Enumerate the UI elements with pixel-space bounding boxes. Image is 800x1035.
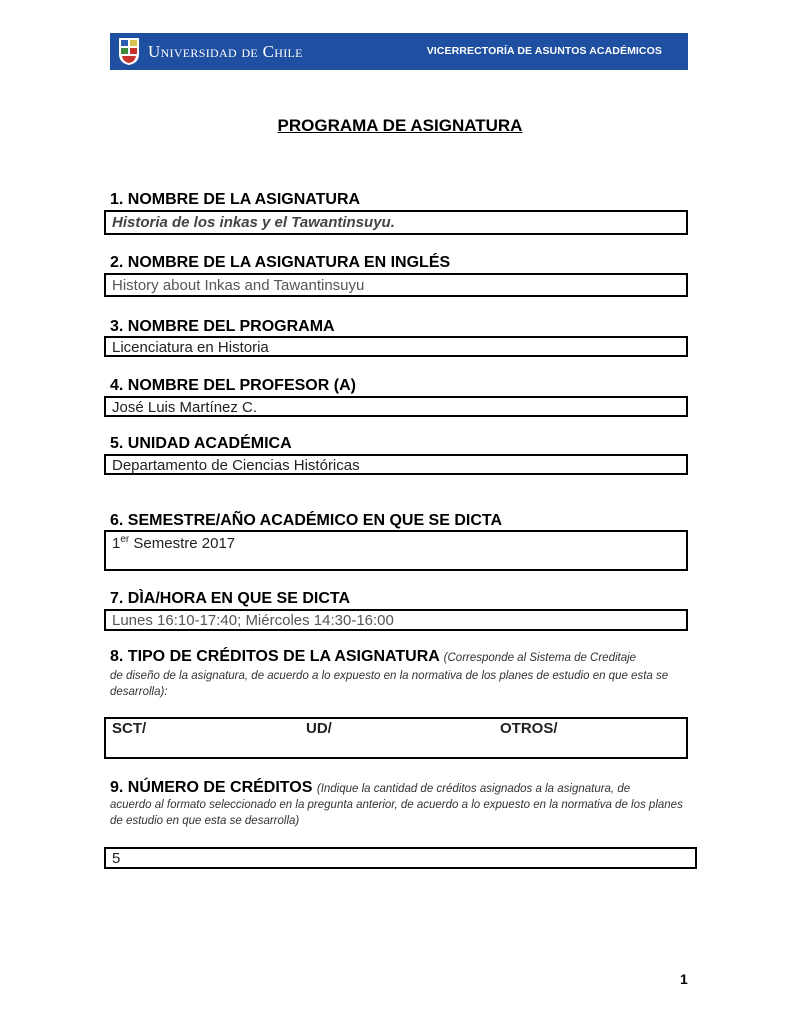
section-8-note-start: (Corresponde al Sistema de Creditaje <box>443 652 637 664</box>
credit-option-sct: SCT/ <box>112 720 147 737</box>
section-9-heading <box>110 779 630 797</box>
university-crest-icon <box>118 37 140 66</box>
schedule-field: Lunes 16:10-17:40; Miércoles 14:30-16:00 <box>104 609 688 631</box>
program-name-field: Licenciatura en Historia <box>104 336 688 357</box>
course-name-field: Historia de los inkas y el Tawantinsuyu. <box>104 210 688 235</box>
section-4-heading: 4. NOMBRE DEL PROFESOR (A) <box>110 377 356 394</box>
section-1-heading: 1. NOMBRE DE LA ASIGNATURA <box>110 191 361 208</box>
academic-unit-field: Departamento de Ciencias Históricas <box>104 454 688 475</box>
section-8-heading <box>110 648 636 666</box>
semester-text: Semestre 2017 <box>129 535 236 552</box>
university-name: Universidad de Chile <box>148 42 303 61</box>
semester-number: 1 <box>112 535 121 552</box>
section-9-note-body: acuerdo al formato seleccionado en la pregunta anterior, de acuerdo a lo expuesto en la normativa de los planes de estudio en que esta se desarrolla) <box>110 799 683 827</box>
section-2-heading: 2. NOMBRE DE LA ASIGNATURA EN INGLÉS <box>110 254 451 271</box>
semester-field <box>104 530 688 571</box>
section-8-note-body: de diseño de la asignatura, de acuerdo a lo expuesto en la normativa de los planes de estudio en que esta se desarrolla): <box>110 670 669 698</box>
section-9-title: 9. NÚMERO DE CRÉDITOS <box>110 779 313 796</box>
vicerrectoria-label: VICERRECTORÍA DE ASUNTOS ACADÉMICOS <box>426 45 662 57</box>
credit-type-field <box>104 717 688 759</box>
credit-option-ud: UD/ <box>306 720 332 737</box>
professor-name-field: José Luis Martínez C. <box>104 396 688 417</box>
semester-ordinal: er <box>120 534 130 545</box>
credit-option-otros: OTROS/ <box>500 720 558 737</box>
section-3-heading: 3. NOMBRE DEL PROGRAMA <box>110 318 335 335</box>
section-7-heading: 7. DÌA/HORA EN QUE SE DICTA <box>110 590 351 607</box>
section-8-title: 8. TIPO DE CRÉDITOS DE LA ASIGNATURA <box>110 648 440 665</box>
page-title: PROGRAMA DE ASIGNATURA <box>277 116 523 135</box>
page-number: 1 <box>680 971 688 987</box>
course-name-english-field: History about Inkas and Tawantinsuyu <box>104 273 688 297</box>
section-9-note-start: (Indique la cantidad de créditos asignados a la asignatura, de <box>316 783 631 795</box>
section-6-heading: 6. SEMESTRE/AÑO ACADÉMICO EN QUE SE DICTA <box>110 512 503 529</box>
credits-number-field: 5 <box>104 847 697 869</box>
header-banner <box>110 33 688 70</box>
section-5-heading: 5. UNIDAD ACADÉMICA <box>110 435 292 452</box>
